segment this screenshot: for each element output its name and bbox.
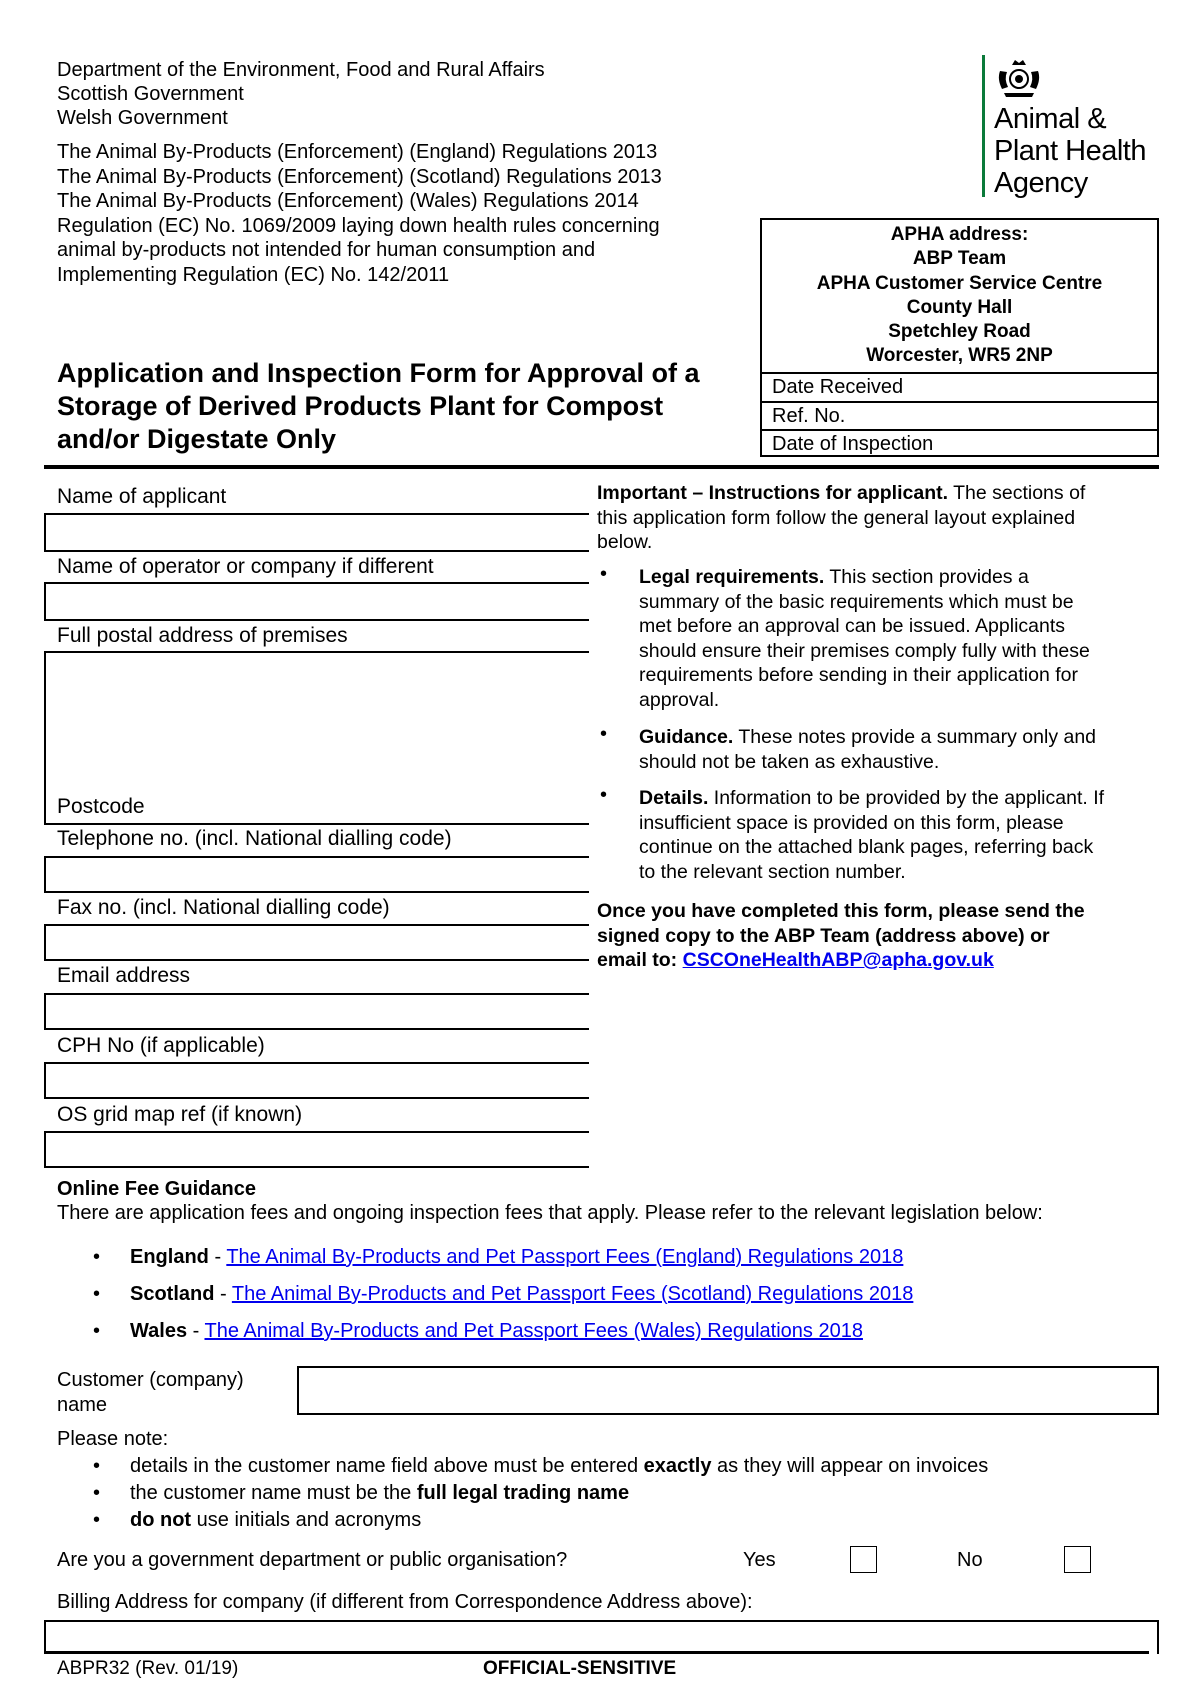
form-title-line3: and/or Digestate Only [57,424,337,454]
note-no-initials [93,1509,421,1532]
instructions-intro-text: The sections of [948,482,1086,504]
apha-address-centre: APHA Customer Service Centre [816,272,1103,294]
fee-link-england[interactable]: The Animal By-Products and Pet Passport Fees (England) Regulations 2018 [226,1246,904,1268]
instructions-intro [597,481,1157,506]
fee-separator: - [214,1283,232,1305]
authority-scottish-gov: Scottish Government [57,83,244,105]
note-bold: exactly [643,1455,712,1477]
no-label: No [957,1549,983,1571]
apha-address-city: Worcester, WR5 2NP [866,345,1053,367]
postal-address-label: Full postal address of premises [57,624,348,647]
date-received-label: Date Received [772,376,904,398]
bullet-details-bold: Details. [639,787,709,809]
bullet-dot: • [600,563,608,585]
send-instructions [597,899,1157,973]
logo-green-bar [982,55,985,197]
note-legal-name [93,1482,629,1505]
form-title-line2: Storage of Derived Products Plant for Compost [57,391,664,421]
bullet-guidance-rest: These notes provide a summary only and [733,726,1097,748]
telephone-label: Telephone no. (incl. National dialling code) [57,827,452,850]
fee-item-scotland [93,1283,913,1306]
form-title-line1: Application and Inspection Form for Approval of a [57,358,700,388]
fee-item-england [93,1246,903,1269]
apha-address-hall: County Hall [906,296,1013,318]
customer-name-label-line2: name [57,1393,108,1416]
bullet-dot: • [93,1283,101,1305]
logo-line2: Plant Health [994,135,1146,167]
name-applicant-field[interactable] [44,513,589,552]
bullet-details-text [639,786,1157,884]
send-line1: Once you have completed this form, please send the [597,900,1085,922]
fee-separator: - [208,1246,227,1268]
authority-welsh-gov: Welsh Government [57,107,228,129]
note-bold: full legal trading name [416,1482,630,1504]
instructions-intro-line2: this application form follow the general layout explained [597,506,1076,529]
fee-country: Wales [130,1320,188,1342]
cph-label: CPH No (if applicable) [57,1034,265,1057]
bullet-guidance-bold: Guidance. [639,726,734,748]
bullet-details-line2: insufficient space is provided on this form, please [639,811,1064,834]
ref-no-label: Ref. No. [772,405,846,427]
email-label: Email address [57,964,191,987]
logo-line3: Agency [994,167,1088,199]
fee-item-wales [93,1320,863,1343]
bullet-legal-line3: met before an approval can be issued. Applicants [639,615,1066,638]
email-field[interactable] [44,993,589,1030]
bullet-legal-line6: approval. [639,688,720,711]
regulation-england: The Animal By-Products (Enforcement) (England) Regulations 2013 [57,141,658,163]
bullet-dot: • [93,1246,101,1268]
please-note-label: Please note: [57,1428,169,1450]
fee-heading: Online Fee Guidance [57,1178,256,1200]
send-line2: signed copy to the ABP Team (address above) or [597,924,1050,947]
apha-address-box [760,218,1159,457]
bullet-legal-bold: Legal requirements. [639,566,825,588]
bullet-details-line4: to the relevant section number. [639,860,906,883]
instructions-intro-line3: below. [597,531,653,554]
no-checkbox[interactable] [1064,1546,1091,1573]
note-text: as they will appear on invoices [711,1455,989,1477]
gov-question: Are you a government department or public organisation? [57,1549,568,1571]
note-exactly [93,1455,988,1478]
os-grid-field[interactable] [44,1131,589,1168]
logo-text [994,103,1146,199]
yes-label: Yes [743,1549,776,1571]
divider [762,401,1157,403]
fee-link-wales[interactable]: The Animal By-Products and Pet Passport Fees (Wales) Regulations 2018 [204,1320,863,1342]
issuing-authorities [57,58,545,130]
form-reference: ABPR32 (Rev. 01/19) [57,1658,239,1679]
title-separator [44,465,1159,469]
customer-name-label [57,1368,244,1417]
footer-rule [44,1651,1149,1654]
divider [762,429,1157,431]
postcode-label: Postcode [57,795,145,818]
fee-country: Scotland [130,1283,215,1305]
fee-country: England [130,1246,209,1268]
note-text: details in the customer name field above must be entered [130,1455,644,1477]
authority-defra: Department of the Environment, Food and Rural Affairs [57,59,545,81]
form-title [57,357,700,456]
bullet-dot: • [600,723,608,745]
bullet-legal [597,565,1157,713]
bullet-legal-rest: This section provides a [824,566,1029,588]
note-text: use initials and acronyms [191,1509,422,1531]
apha-address-team: ABP Team [912,248,1007,270]
regulation-ec-1069-line2: animal by-products not intended for human consumption and [57,239,596,261]
name-operator-field[interactable] [44,582,589,621]
os-grid-label: OS grid map ref (if known) [57,1103,303,1126]
apha-address-heading: APHA address: [890,224,1029,245]
classification-marking: OFFICIAL-SENSITIVE [483,1658,677,1679]
bullet-guidance [597,725,1157,774]
bullet-dot: • [600,784,608,806]
date-inspection-label: Date of Inspection [772,433,934,455]
name-applicant-label: Name of applicant [57,485,227,508]
bullet-details-line3: continue on the attached blank pages, referring back [639,836,1094,859]
apha-address [762,223,1157,369]
email-link[interactable]: CSCOneHealthABP@apha.gov.uk [682,949,994,972]
customer-name-label-line1: Customer (company) [57,1369,244,1391]
billing-address-field[interactable] [44,1620,1159,1654]
bullet-legal-line5: requirements before sending in their application for [639,664,1079,687]
regulations-list [57,140,662,287]
bullet-guidance-text [639,725,1157,774]
apha-logo [982,55,1152,200]
royal-crest-icon [994,57,1044,99]
bullet-details-rest: Information to be provided by the applicant. If [708,787,1105,809]
apha-address-road: Spetchley Road [888,321,1031,343]
yes-checkbox[interactable] [850,1546,877,1573]
cph-field[interactable] [44,1062,589,1099]
logo-line1: Animal & [994,103,1107,135]
fee-link-scotland[interactable]: The Animal By-Products and Pet Passport Fees (Scotland) Regulations 2018 [231,1283,914,1305]
regulation-ec-142: Implementing Regulation (EC) No. 142/2011 [57,263,450,286]
regulation-scotland: The Animal By-Products (Enforcement) (Scotland) Regulations 2013 [57,165,662,188]
fax-field[interactable] [44,924,589,961]
instructions-intro-bold: Important – Instructions for applicant. [597,482,949,504]
fax-label: Fax no. (incl. National dialling code) [57,896,390,919]
send-line3: email to: [597,949,683,972]
note-text: the customer name must be the [130,1482,417,1504]
regulation-ec-1069-line1: Regulation (EC) No. 1069/2009 laying down health rules concerning [57,214,660,237]
bullet-guidance-line2: should not be taken as exhaustive. [639,750,940,773]
telephone-field[interactable] [44,856,589,893]
regulation-wales: The Animal By-Products (Enforcement) (Wales) Regulations 2014 [57,190,639,212]
divider [762,372,1157,374]
bullet-legal-line4: should ensure their premises comply fully with these [639,639,1090,662]
customer-name-field[interactable] [297,1366,1159,1415]
instructions-panel [597,481,1157,972]
billing-address-label: Billing Address for company (if different from Correspondence Address above): [57,1591,753,1613]
bullet-dot: • [93,1320,101,1342]
bullet-dot: • [93,1482,101,1504]
bullet-legal-line2: summary of the basic requirements which must be [639,590,1074,613]
bullet-dot: • [93,1509,101,1531]
bullet-dot: • [93,1455,101,1477]
bullet-details [597,786,1157,884]
name-operator-label: Name of operator or company if different [57,555,434,578]
fee-intro: There are application fees and ongoing inspection fees that apply. Please refer to the relevant legislation below: [57,1202,1043,1224]
note-bold: do not [130,1509,192,1531]
fee-separator: - [187,1320,205,1342]
bullet-legal-text [639,565,1157,713]
